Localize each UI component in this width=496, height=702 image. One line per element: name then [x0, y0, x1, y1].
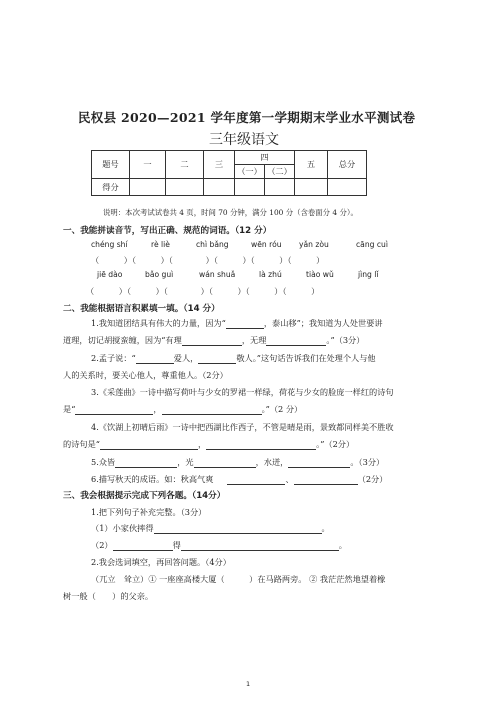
question-2-5: 5.众皆 ，光 ，水迸， 。（3分） [91, 457, 385, 467]
answer-blank[interactable] [136, 354, 174, 364]
pinyin-1: chéng shí [91, 240, 128, 249]
score-cell[interactable] [295, 179, 328, 196]
score-cell[interactable] [130, 179, 166, 196]
score-cell[interactable] [265, 179, 295, 196]
question-3-1: 1.把下列句子补充完整。（3分） [91, 507, 207, 517]
section-2-heading: 二、我能根据语言积累填一填。（14 分） [63, 304, 220, 314]
answer-blank[interactable] [182, 336, 242, 346]
answer-brackets-row1[interactable]: （ ）（ ）（ ）（ ）（ ）（ ） [91, 255, 325, 265]
question-2-1-line2: 道理，切记胡搅蛮缠，因为“有理 ，无理 。”（3分） [63, 335, 365, 345]
exam-subtitle: 三年级语文 [209, 132, 279, 148]
score-cell[interactable] [204, 179, 235, 196]
score-cell[interactable] [235, 179, 265, 196]
answer-blank[interactable] [226, 319, 264, 329]
pinyin-10: là zhú [259, 270, 282, 279]
answer-brackets-row2[interactable]: （ ）（ ）（ ）（ ）（ ）（ ） [86, 286, 320, 296]
answer-blank[interactable] [227, 475, 285, 485]
pinyin-11: tiào wǔ [306, 270, 334, 279]
pinyin-2: rè liè [151, 240, 170, 249]
answer-blank[interactable] [266, 336, 326, 346]
question-3-1-1: （1）小家伙摔得 。 [91, 523, 330, 533]
answer-blank[interactable] [113, 541, 173, 551]
question-2-4-line2: 的诗句是“ ， 。”（2分） [63, 439, 355, 449]
question-2-4-line1: 4.《饮湖上初晴后雨》一诗中把西湖比作西子，不管是晴是雨，景致都同样美不胜收 [91, 422, 394, 432]
score-cell[interactable] [328, 179, 367, 196]
page-number: 1 [246, 680, 251, 688]
question-2-3-line2: 是“ ， 。”（2 分） [63, 404, 303, 414]
answer-blank[interactable] [288, 458, 350, 468]
pinyin-3: chì bǎng [196, 240, 229, 249]
col-label: 题号 [92, 151, 130, 179]
score-cell[interactable] [166, 179, 204, 196]
section-1-heading: 一、我能拼读音节，写出正确、规范的词语。（12 分） [63, 226, 272, 236]
answer-blank[interactable] [181, 541, 339, 551]
pinyin-4: wēn róu [251, 240, 282, 249]
col-4-sub-1: （一） [235, 165, 265, 179]
question-3-1-2: （2） 得 。 [91, 540, 347, 550]
answer-blank[interactable] [198, 354, 236, 364]
pinyin-8: bǎo guì [145, 270, 174, 279]
pinyin-5: yǎn zòu [299, 240, 329, 249]
pinyin-6: cāng cuì [356, 240, 388, 249]
pinyin-9: wán shuǎ [199, 270, 236, 279]
col-3: 三 [204, 151, 235, 179]
pinyin-12: jìng lǐ [358, 270, 379, 279]
question-2-2-line2: 人的关系时，要关心他人，尊重他人。（2分） [63, 370, 228, 380]
col-total: 总分 [328, 151, 367, 179]
answer-blank[interactable] [75, 405, 153, 415]
exam-title: 民权县 2020—2021 学年度第一学期期末学业水平测试卷 [78, 110, 416, 125]
exam-note: 说明：本次考试试卷共 4 页，时间 70 分钟，满分 100 分（含卷面分 4 分）。 [103, 208, 358, 217]
col-1: 一 [130, 151, 166, 179]
question-2-1-line1: 1.我知道团结具有伟大的力量，因为“ ，泰山移”；我知道为人处世要讲 [91, 318, 383, 328]
col-5: 五 [295, 151, 328, 179]
row-label: 得分 [92, 179, 130, 196]
answer-blank[interactable] [115, 458, 177, 468]
answer-blank[interactable] [206, 440, 316, 450]
answer-blank[interactable] [100, 440, 198, 450]
question-2-2-line1: 2.孟子说：“ 爱人， 敬人。”这句话告诉我们在处理个人与他 [91, 353, 376, 363]
answer-blank[interactable] [154, 524, 322, 534]
section-3-heading: 三、我会根据提示完成下列各题。（14分） [63, 491, 226, 501]
score-table [91, 150, 367, 196]
question-2-6: 6.描写秋天的成语。如：秋高气爽 、 （2分） [91, 474, 388, 484]
pinyin-7: jiē dào [97, 270, 123, 279]
col-2: 二 [166, 151, 204, 179]
col-4-sub-2: （二） [265, 165, 295, 179]
question-2-3-line1: 3.《采莲曲》一诗中描写荷叶与少女的罗裙一样绿，荷花与少女的脸庞一样红的诗句 [91, 387, 394, 397]
question-3-2-line2: 树一般（ ）的父亲。 [63, 591, 154, 601]
answer-blank[interactable] [194, 458, 256, 468]
answer-blank[interactable] [294, 475, 358, 485]
col-4: 四 [235, 151, 295, 165]
question-3-2-line1: （兀立 耸立）① 一座座高楼大厦（ ）在马路两旁。 ② 我茫茫然地望着橡 [91, 574, 386, 584]
answer-blank[interactable] [162, 405, 262, 415]
question-3-2: 2.我会选词填空，再回答问题。（4分） [91, 557, 231, 567]
